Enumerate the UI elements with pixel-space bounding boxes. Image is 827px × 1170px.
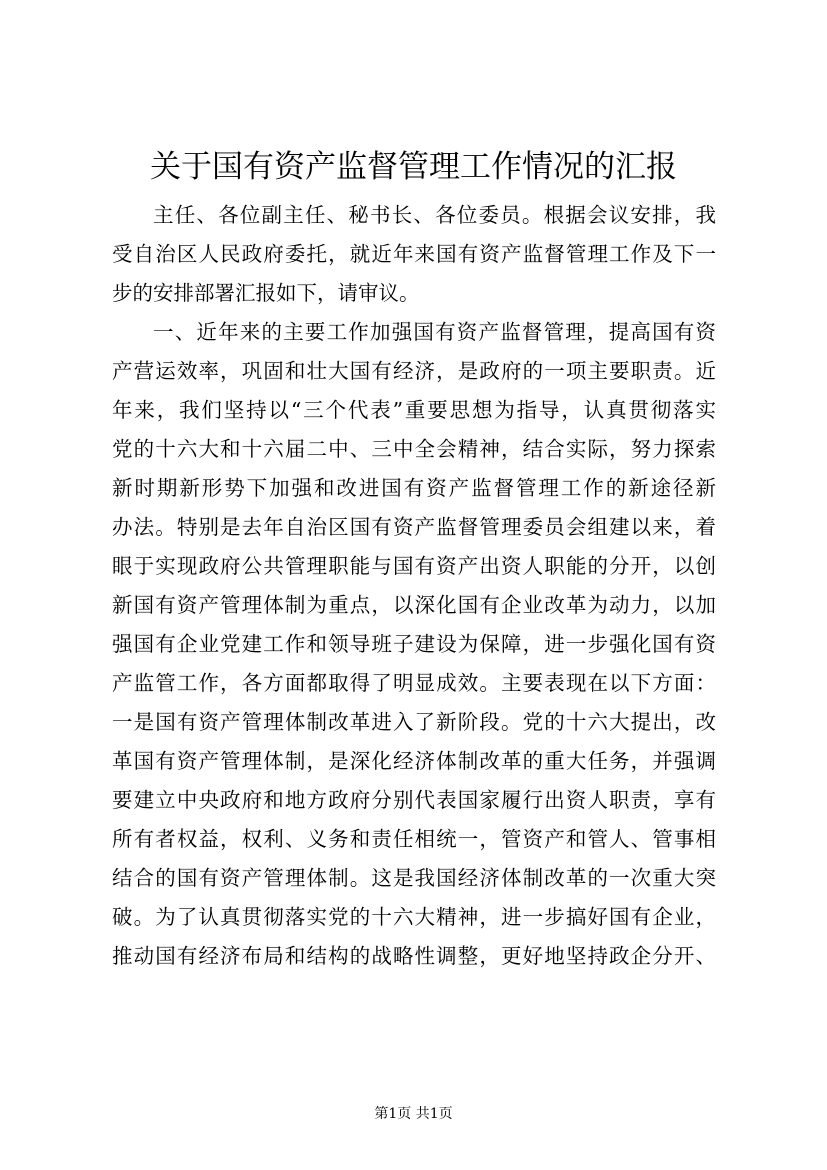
document-title: 关于国有资产监督管理工作情况的汇报 bbox=[150, 149, 677, 185]
document-body bbox=[112, 196, 716, 976]
body-line: 主任、各位副主任、秘书长、各位委员。根据会议安排，我 bbox=[153, 203, 716, 227]
body-line: 产监管工作，各方面都取得了明显成效。主要表现在以下方面： bbox=[112, 671, 716, 695]
page-number-footer: 第1页 共1页 bbox=[374, 1106, 453, 1122]
body-line: 破。为了认真贯彻落实党的十六大精神，进一步搞好国有企业， bbox=[112, 905, 716, 929]
body-line: 党的十六大和十六届二中、三中全会精神，结合实际，努力探索 bbox=[112, 437, 716, 461]
body-line: 新国有资产管理体制为重点，以深化国有企业改革为动力，以加 bbox=[112, 593, 716, 617]
body-line: 一、近年来的主要工作加强国有资产监督管理，提高国有资 bbox=[153, 320, 716, 344]
body-line: 革国有资产管理体制，是深化经济体制改革的重大任务，并强调 bbox=[112, 749, 716, 773]
body-line: 产营运效率，巩固和壮大国有经济，是政府的一项主要职责。近 bbox=[112, 359, 716, 383]
body-line: 办法。特别是去年自治区国有资产监督管理委员会组建以来，着 bbox=[112, 515, 716, 539]
body-line: 要建立中央政府和地方政府分别代表国家履行出资人职责，享有 bbox=[112, 788, 716, 812]
body-line: 受自治区人民政府委托，就近年来国有资产监督管理工作及下一 bbox=[112, 242, 716, 266]
body-line: 结合的国有资产管理体制。这是我国经济体制改革的一次重大突 bbox=[112, 866, 716, 890]
body-line: 眼于实现政府公共管理职能与国有资产出资人职能的分开，以创 bbox=[112, 554, 716, 578]
body-line: 所有者权益，权利、义务和责任相统一，管资产和管人、管事相 bbox=[112, 827, 716, 851]
body-line: 新时期新形势下加强和改进国有资产监督管理工作的新途径新 bbox=[112, 476, 716, 500]
body-line: 推动国有经济布局和结构的战略性调整，更好地坚持政企分开、 bbox=[112, 944, 716, 968]
body-line: 步的安排部署汇报如下，请审议。 bbox=[112, 281, 420, 305]
body-line: 一是国有资产管理体制改革进入了新阶段。党的十六大提出，改 bbox=[112, 710, 716, 734]
body-line: 强国有企业党建工作和领导班子建设为保障，进一步强化国有资 bbox=[112, 632, 716, 656]
body-line: 年来，我们坚持以“三个代表”重要思想为指导，认真贯彻落实 bbox=[112, 398, 716, 422]
